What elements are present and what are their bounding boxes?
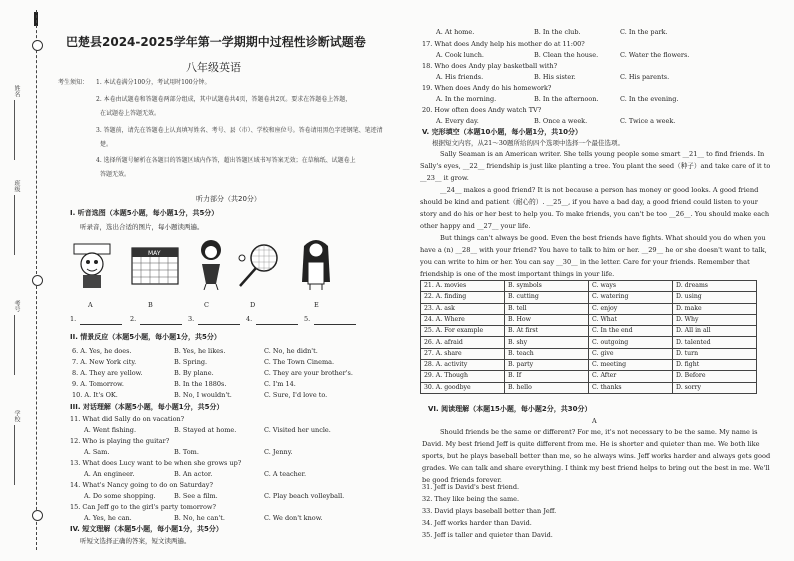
option-a[interactable]: A. Do some shopping. (84, 492, 156, 500)
cloze-row (421, 371, 757, 382)
cloze-option[interactable]: 29. A. Though (421, 371, 505, 382)
answer-blank-label: 2. (130, 315, 137, 323)
option-b[interactable]: B. Tom. (174, 448, 199, 456)
binding-strip (0, 0, 44, 561)
exam-subtitle: 八年级英语 (186, 61, 241, 74)
instructions-label: 考生须知： (58, 79, 89, 86)
cloze-row (421, 314, 757, 325)
binding-hole (32, 275, 43, 286)
question-text: 14. What's Nancy going to do on Saturday? (70, 481, 213, 489)
option-a[interactable]: 9. A. Tomorrow. (72, 380, 124, 388)
option-a[interactable]: A. At home. (436, 28, 475, 36)
cloze-option[interactable]: B. teach (505, 348, 589, 359)
cloze-option[interactable]: D. turn (673, 348, 757, 359)
option-c[interactable]: C. The Town Cinema. (264, 358, 335, 366)
option-b[interactable]: B. An actor. (174, 470, 213, 478)
cloze-option[interactable]: B. shy (505, 337, 589, 348)
listening-part-title: 听力部分（共20分） (196, 195, 261, 203)
option-c[interactable]: C. Jenny. (264, 448, 293, 456)
cloze-row (421, 303, 757, 314)
answer-blank[interactable] (80, 324, 122, 325)
true-false-statement: 32. They like being the same. (422, 495, 520, 503)
right-column (420, 0, 782, 561)
cloze-row (421, 326, 757, 337)
answer-blank[interactable] (314, 324, 356, 325)
option-b[interactable]: B. Spring. (174, 358, 208, 366)
option-b[interactable]: B. In the 1880s. (174, 380, 227, 388)
binding-label: 姓名 (13, 85, 20, 97)
option-b[interactable]: B. See a film. (174, 492, 218, 500)
option-b[interactable]: B. Yes, he likes. (174, 347, 226, 355)
picture-c-singer (194, 238, 228, 290)
answer-blank[interactable] (256, 324, 298, 325)
binding-label: 考号 (13, 300, 20, 312)
instruction-item: 2. 本卷由试题卷和答题卷两部分组成，其中试题卷共4页，答题卷共2页。要求在答题卷上答题， (96, 96, 352, 103)
cloze-option[interactable]: C. thanks (589, 382, 673, 393)
cloze-option[interactable]: B. cutting (505, 292, 589, 303)
picture-letter: E (314, 301, 319, 309)
picture-b-calendar (130, 246, 180, 286)
cloze-option[interactable]: B. party (505, 360, 589, 371)
option-b[interactable]: B. In the afternoon. (534, 95, 599, 103)
cloze-paragraph: But things can't always be good. Even the best friends have fights. What should you do when you have a (n) __28__ with your friend? You have to talk to him or her. __29__ he or she doesn't want to talk, you can write to him or her. You can say __30__ in the letter. Care for your friends. Remember that friendship is one of the most important things in your life. (420, 234, 767, 278)
option-b[interactable]: B. In the club. (534, 28, 581, 36)
instruction-item: 楚。 (100, 141, 113, 148)
binding-label: 班级 (13, 180, 20, 192)
true-false-statement: 33. David plays baseball better than Jeff. (422, 507, 557, 515)
option-a[interactable]: A. His friends. (436, 73, 484, 81)
section-1-title: I. 听音选图（本题5小题，每小题1分，共5分） (70, 209, 219, 217)
instruction-item: 答题无效。 (100, 171, 131, 178)
option-b[interactable]: B. Stayed at home. (174, 426, 237, 434)
option-c[interactable]: C. We don't know. (264, 514, 323, 522)
cloze-option[interactable]: D. dreams (673, 281, 757, 292)
picture-letter: D (250, 301, 256, 309)
option-a[interactable]: A. Every day. (436, 117, 479, 125)
cloze-option[interactable]: 25. A. For example (421, 326, 505, 337)
option-a[interactable]: A. Cook lunch. (436, 51, 484, 59)
true-false-statement: 31. Jeff is David's best friend. (422, 483, 520, 491)
binding-fill-line (14, 315, 15, 375)
option-c[interactable]: C. His parents. (620, 73, 670, 81)
option-c[interactable]: C. Visited her uncle. (264, 426, 331, 434)
cloze-option[interactable]: C. enjoy (589, 303, 673, 314)
option-a[interactable]: A. In the morning. (436, 95, 497, 103)
answer-blank-label: 5. (304, 315, 311, 323)
cloze-option[interactable]: D. using (673, 292, 757, 303)
reading-passage: Should friends be the same or different? For me, it's not necessary to be the same. My name is David. My best friend Jeff is quite different from me. He is shorter and quieter than me. We both like sports, but he plays baseball better than me, so he always wins. Jeff works harder and always gets good grades. We can talk and share everything. I think my best friend helps to bring out the best in me. We'll be good friends forever. (422, 428, 771, 484)
answer-blank[interactable] (198, 324, 240, 325)
answer-blank-label: 4. (246, 315, 253, 323)
option-c[interactable]: C. Sure, I'd love to. (264, 391, 328, 399)
cloze-paragraph: __24__ makes a good friend? It is not because a person has money or good looks. A good friend should be kind and patient（耐心的）. __25__, if you have a bad day, a good friend could listen to your story and do his or her best to help you. To make friends, you can't be too __26__. You should make each other happy and __27__ your life. (420, 186, 770, 230)
cloze-option[interactable]: D. sorry (673, 382, 757, 393)
question-text: 11. What did Sally do on vacation? (70, 415, 185, 423)
cloze-option[interactable]: 24. A. Where (421, 314, 505, 325)
cloze-option[interactable]: D. fight (673, 360, 757, 371)
cloze-option[interactable]: B. hello (505, 382, 589, 393)
exam-title: 巴楚县2024-2025学年第一学期期中过程性诊断试题卷 (66, 35, 366, 49)
cloze-option[interactable]: 26. A. afraid (421, 337, 505, 348)
option-a[interactable]: A. Went fishing. (84, 426, 137, 434)
option-a[interactable]: A. An engineer. (84, 470, 135, 478)
cloze-option[interactable]: 23. A. ask (421, 303, 505, 314)
option-a[interactable]: 10. A. It's OK. (72, 391, 118, 399)
answer-blank-label: 3. (188, 315, 195, 323)
cloze-option[interactable]: D. Why (673, 314, 757, 325)
passage-label: A (592, 417, 597, 425)
picture-letter: A (88, 301, 93, 309)
cloze-option[interactable]: 28. A. activity (421, 360, 505, 371)
instruction-item: 1. 本试卷满分100分，考试用时100分钟。 (96, 79, 211, 86)
cloze-option[interactable]: B. tell (505, 303, 589, 314)
option-a[interactable]: 8. A. They are yellow. (72, 369, 143, 377)
true-false-statement: 35. Jeff is taller and quieter than David. (422, 531, 553, 539)
true-false-statement: 34. Jeff works harder than David. (422, 519, 532, 527)
section-4-title: IV. 短文理解（本题5小题，每小题1分，共5分） (70, 525, 223, 533)
picture-letter: B (148, 301, 153, 309)
cloze-option[interactable]: D. talented (673, 337, 757, 348)
section-6-title: VI. 阅读理解（本题15小题，每小题2分，共30分） (428, 405, 592, 413)
option-b[interactable]: B. His sister. (534, 73, 576, 81)
section-2-title: II. 情景反应（本题5小题，每小题1分，共5分） (70, 333, 221, 341)
picture-e-girl (296, 236, 336, 290)
cloze-option[interactable]: 27. A. share (421, 348, 505, 359)
binding-hole (32, 40, 43, 51)
cloze-option[interactable]: C. give (589, 348, 673, 359)
question-text: 20. How often does Andy watch TV? (422, 106, 542, 114)
option-c[interactable]: C. Play beach volleyball. (264, 492, 345, 500)
cloze-option[interactable]: B. symbols (505, 281, 589, 292)
answer-blank-label: 1. (70, 315, 77, 323)
option-b[interactable]: B. No, he can't. (174, 514, 225, 522)
binding-fill-line (14, 100, 15, 160)
section-1-desc: 听录音，选出合适的图片，每小题读两遍。 (80, 223, 204, 231)
cloze-row (421, 292, 757, 303)
cloze-option[interactable]: D. All in all (673, 326, 757, 337)
picture-letter: C (204, 301, 209, 309)
cloze-row (421, 382, 757, 393)
cloze-option[interactable]: D. Before (673, 371, 757, 382)
binding-fill-line (14, 195, 15, 255)
left-column (56, 0, 396, 561)
question-text: 18. Who does Andy play basketball with? (422, 62, 558, 70)
cloze-option[interactable]: 21. A. movies (421, 281, 505, 292)
cloze-row (421, 360, 757, 371)
option-a[interactable]: A. Sam. (84, 448, 110, 456)
cloze-option[interactable]: 30. A. goodbye (421, 382, 505, 393)
cloze-row (421, 281, 757, 292)
instruction-item: 3. 答题前，请先在答题卷上认真填写姓名、考号、县（市）、学校和座位号。答卷请用黑色字迹钢笔、笔迹清 (96, 127, 383, 134)
picture-d-tennis-racket (234, 242, 282, 290)
option-a[interactable]: 7. A. New York city. (72, 358, 137, 366)
cloze-options-table (420, 280, 757, 394)
option-c[interactable]: C. A teacher. (264, 470, 307, 478)
cloze-option[interactable]: C. ways (589, 281, 673, 292)
cloze-option[interactable]: B. If (505, 371, 589, 382)
instruction-item: 4. 选择所题号解析在各题目的答题区域内作答，超出答题区域书写答案无效；在草稿纸、试题卷上 (96, 157, 356, 164)
option-c[interactable]: C. I'm 14. (264, 380, 296, 388)
cloze-option[interactable]: C. watering (589, 292, 673, 303)
option-b[interactable]: B. By plane. (174, 369, 214, 377)
option-a[interactable]: A. Yes, he can. (84, 514, 132, 522)
option-a[interactable]: 6. A. Yes, he does. (72, 347, 132, 355)
option-c[interactable]: C. Twice a week. (620, 117, 676, 125)
cloze-option[interactable]: C. What (589, 314, 673, 325)
binding-hole (32, 510, 43, 521)
binding-fill-line (14, 425, 15, 485)
question-text: 15. Can Jeff go to the girl's party tomorrow? (70, 503, 216, 511)
cloze-option[interactable]: C. In the end (589, 326, 673, 337)
instruction-item: 在试题卷上答题无效。 (100, 110, 161, 117)
answer-blank[interactable] (140, 324, 182, 325)
section-5-title: V. 完形填空（本题10小题，每小题1分，共10分） (422, 128, 582, 136)
cloze-option[interactable]: B. At first (505, 326, 589, 337)
cloze-option[interactable]: B. How (505, 314, 589, 325)
section-5-desc: 根据短文内容，从21～30题所给的四个选项中选择一个最佳选项。 (432, 139, 625, 147)
option-c[interactable]: C. They are your brother's. (264, 369, 353, 377)
cloze-paragraph: Sally Seaman is an American writer. She tells young people some smart __21__ to find friends. In Sally's eyes, __22__ friendship is just like planting a tree. You plant the seed（种子）and take care of it to __23__ it grow. (420, 150, 771, 182)
cloze-option[interactable]: C. meeting (589, 360, 673, 371)
option-b[interactable]: B. Once a week. (534, 117, 588, 125)
cloze-row (421, 337, 757, 348)
section-3-title: III. 对话理解（本题5小题，每小题1分，共5分） (70, 403, 224, 411)
binding-label: 学校 (13, 410, 20, 422)
calendar-month-label: MAY (148, 250, 161, 257)
picture-a-cartoon-boy (70, 240, 116, 290)
cloze-option[interactable]: D. make (673, 303, 757, 314)
question-text: 13. What does Lucy want to be when she grows up? (70, 459, 242, 467)
section-4-desc: 听短文选择正确的答案，短文读两遍。 (80, 537, 191, 545)
question-text: 12. Who is playing the guitar? (70, 437, 170, 445)
option-c[interactable]: C. Water the flowers. (620, 51, 690, 59)
cloze-option[interactable]: 22. A. finding (421, 292, 505, 303)
question-text: 17. What does Andy help his mother do at 11:00? (422, 40, 585, 48)
question-text: 19. When does Andy do his homework? (422, 84, 552, 92)
cloze-option[interactable]: C. After (589, 371, 673, 382)
cloze-row (421, 348, 757, 359)
option-c[interactable]: C. No, he didn't. (264, 347, 318, 355)
option-c[interactable]: C. In the park. (620, 28, 668, 36)
option-b[interactable]: B. No, I wouldn't. (174, 391, 232, 399)
cloze-option[interactable]: C. outgoing (589, 337, 673, 348)
option-c[interactable]: C. In the evening. (620, 95, 679, 103)
option-b[interactable]: B. Clean the house. (534, 51, 599, 59)
